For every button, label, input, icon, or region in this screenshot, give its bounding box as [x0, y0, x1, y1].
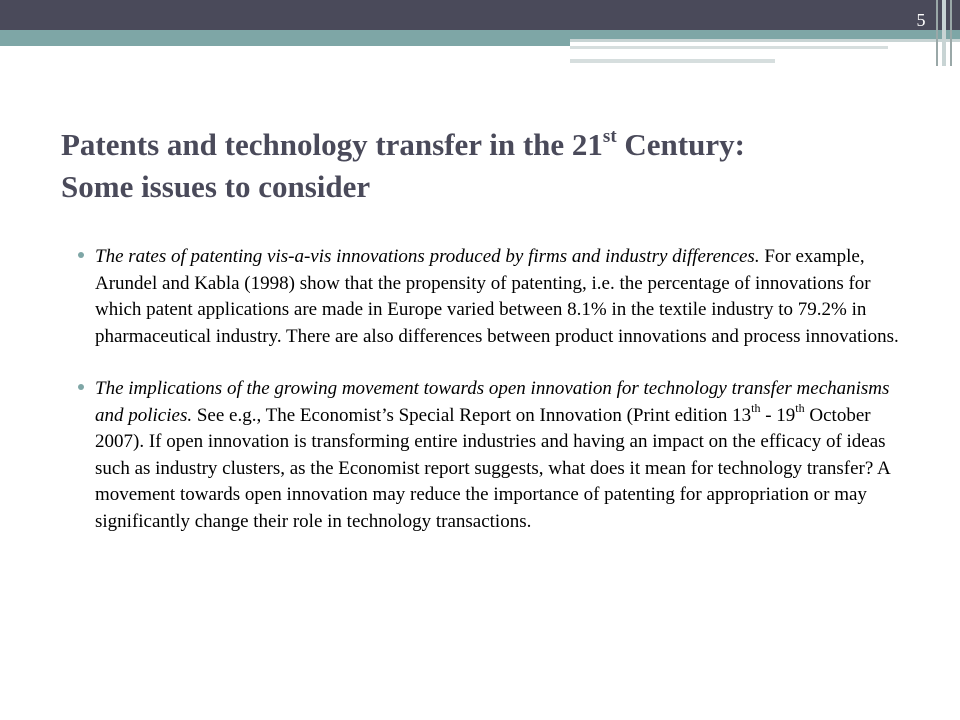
- slide-number: 5: [916, 10, 926, 30]
- title-line2: Some issues to consider: [61, 169, 371, 204]
- header-vline: [942, 0, 946, 66]
- header-line: [570, 46, 888, 49]
- header-bar: [0, 0, 960, 30]
- bullet-icon: [78, 252, 84, 258]
- bullet-item: The rates of patenting vis-a-vis innovations produced by firms and industry differences. For example, Arundel and Kabla (1998) show that the propensity of patenting, i.e. the percentage of innovations for which patent applications are made in Europe varied between 8.1% in the textile industry to 79.2% in pharmaceutical industry. There are also differences between product innovations and process innovations.: [78, 244, 918, 350]
- header-stripe: [0, 30, 960, 39]
- slide-title: [61, 124, 921, 208]
- header-stripe-light: [570, 39, 960, 42]
- header-vline: [950, 0, 952, 66]
- bullet-icon: [78, 384, 84, 390]
- header-vline: [936, 0, 938, 66]
- bullet-item: The implications of the growing movement towards open innovation for technology transfer mechanisms and policies. See e.g., The Economist’s Special Report on Innovation (Print edition 13th - 19th October 2007). If open innovation is transforming entire industries and having an impact on the efficacy of ideas such as industry clusters, as the Economist report suggests, what does it mean for technology transfer? A movement towards open innovation may reduce the importance of patenting for appropriation or may significantly change their role in technology transactions.: [78, 376, 918, 535]
- header-stripe-lower: [0, 39, 570, 46]
- bullet-list: [78, 244, 918, 561]
- title-line1: Patents and technology transfer in the 21st Century:: [61, 125, 745, 162]
- header-line-short: [570, 59, 775, 63]
